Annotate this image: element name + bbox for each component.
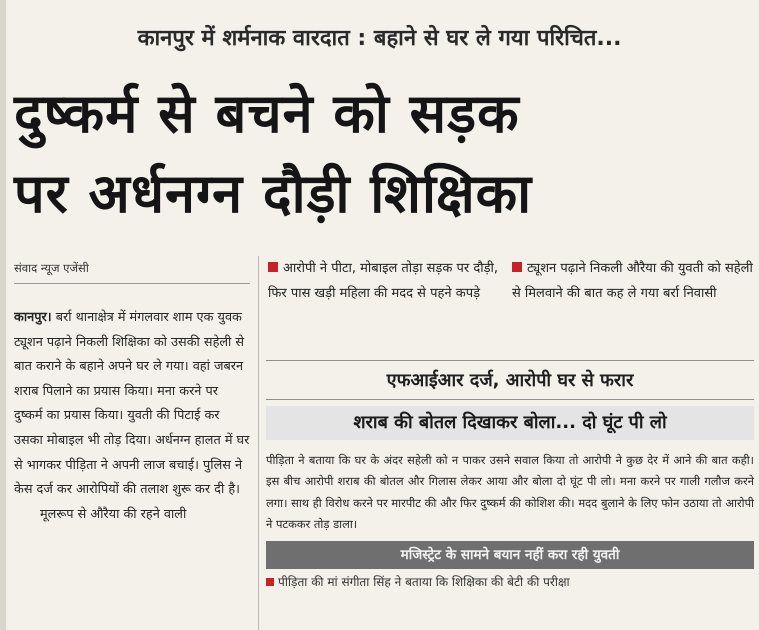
- headline-line-1: दुष्कर्म से बचने को सड़क: [14, 82, 520, 145]
- red-square-bullet-icon: [512, 262, 522, 272]
- right-column: [266, 256, 754, 630]
- story-body-2: पीड़िता ने बताया कि घर के अंदर सहेली को न पाकर उसने सवाल किया तो आरोपी ने कुछ देर में आने की बात कही। इस बीच आरोपी शराब की बोतल और गिलास लेकर आया और बोला दो घूंट पी लो। मना करने पर गाली गलौज करने लगा। साथ ही विरोध करने पर मारपीट की और फिर दुष्कर्म की कोशिश की। मदद बुलाने के लिए फोन उठाया तो आरोपी ने पटककर तोड़ डाला।: [266, 453, 754, 531]
- highlight-2-text: ट्यूशन पढ़ाने निकली औरैया की युवती को सहेली से मिलवाने की बात कह ले गया बर्रा निवासी: [512, 261, 753, 301]
- column-divider: [258, 256, 259, 630]
- subhead-fir: एफआईआर दर्ज, आरोपी घर से फरार: [266, 360, 754, 400]
- story-paragraph-1: [14, 306, 250, 503]
- dateline: कानपुर।: [14, 310, 52, 325]
- byline: संवाद न्यूज एजेंसी: [14, 258, 250, 284]
- story-paragraph-1-text: बर्रा थानाक्षेत्र में मंगलवार शाम एक युवक ट्यूशन पढ़ाने निकली शिक्षिका को उसकी सहेली से बात कराने के बहाने अपने घर ले गया। वहां जबरन शराब पिलाने का प्रयास किया। मना करने पर दुष्कर्म का प्रयास किया। युवती की पिटाई कर उसका मोबाइल भी तोड़ दिया। अर्धनग्न हालत में घर से भागकर पीड़िता ने अपनी लाज बचाई। पुलिस ने केस दर्ज कर आरोपियों की तलाश शुरू कर दी है।: [14, 310, 250, 498]
- kicker-headline: कानपुर में शर्मनाक वारदात : बहाने से घर ले गया परिचित...: [137, 26, 622, 51]
- red-square-bullet-icon: [268, 262, 278, 272]
- story-paragraph-2: मूलरूप से औरैया की रहने वाली: [40, 506, 187, 522]
- highlight-1: [266, 256, 510, 356]
- subhead-liquor: शराब की बोतल दिखाकर बोला... दो घूंट पी लो: [266, 406, 754, 440]
- highlight-2: [510, 256, 754, 356]
- main-headline: [14, 74, 754, 234]
- band-heading: मजिस्ट्रेट के सामने बयान नहीं करा रही युवती: [266, 541, 754, 569]
- page-edge: [0, 0, 6, 630]
- red-square-bullet-icon: [266, 578, 274, 586]
- left-column: [14, 258, 250, 630]
- cut-off-line-text: पीड़िता की मां संगीता सिंह ने बताया कि शिक्षिका की बेटी की परीक्षा: [278, 575, 570, 590]
- headline-line-2: पर अर्धनग्न दौड़ी शिक्षिका: [14, 162, 533, 225]
- highlights: [266, 256, 754, 356]
- highlight-1-text: आरोपी ने पीटा, मोबाइल तोड़ा सड़क पर दौड़ी, फिर पास खड़ी महिला की मदद से पहने कपड़े: [268, 261, 499, 301]
- cut-off-line: [266, 575, 754, 589]
- story-body: [14, 306, 250, 527]
